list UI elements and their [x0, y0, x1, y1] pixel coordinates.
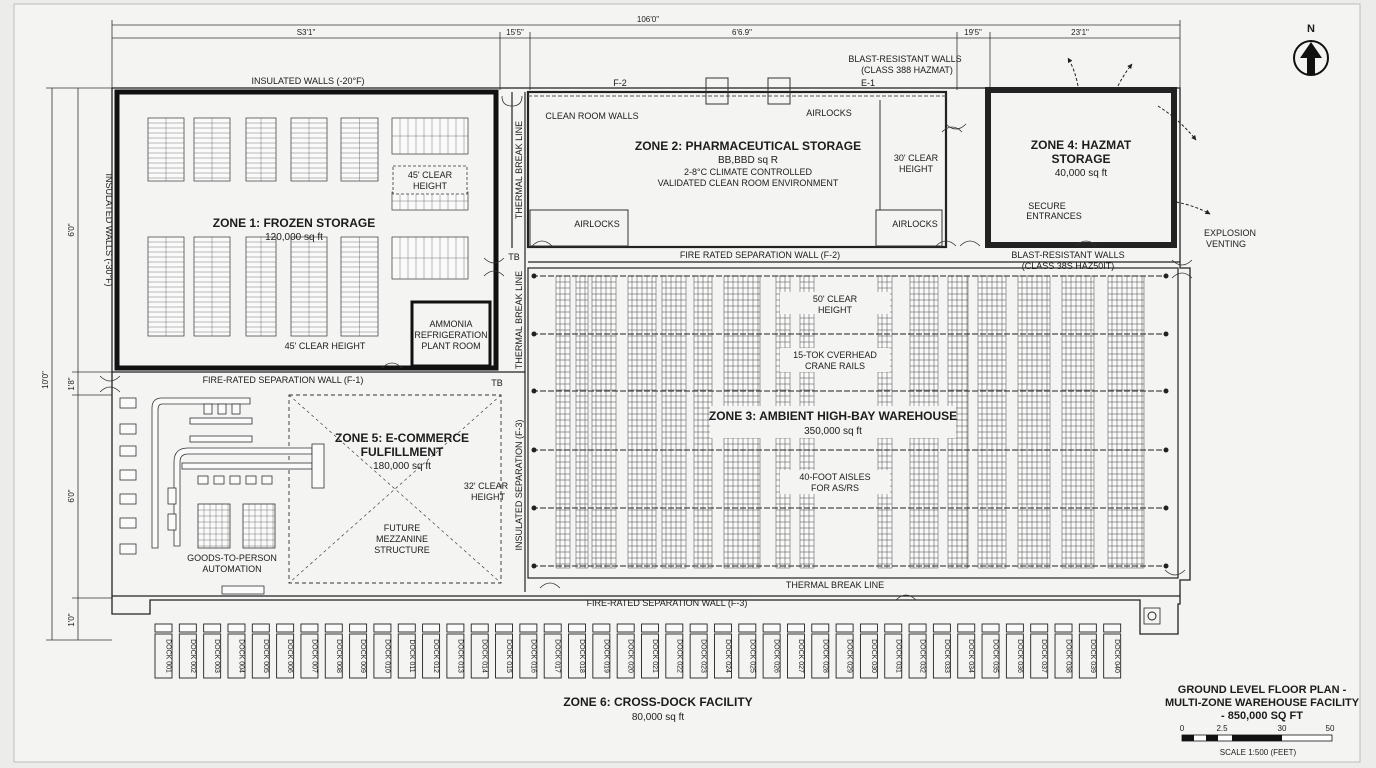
zone3-crane-2: CRANE RAILS: [804, 361, 866, 371]
dock-leveler: [496, 624, 513, 632]
dock-leveler: [836, 624, 853, 632]
rail-end: [1164, 332, 1168, 336]
dock-label: DOCK 013: [456, 639, 464, 673]
dock-leveler: [569, 624, 586, 632]
tb-tag-1: TB: [508, 252, 520, 262]
dock-leveler: [642, 624, 659, 632]
blast-walls-top-1: BLAST-RESISTANT WALLS: [848, 54, 962, 64]
dock-label: DOCK 035: [991, 639, 999, 673]
dock-leveler: [155, 624, 172, 632]
title-line-2: MULTI-ZONE WAREHOUSE FACILITY: [1164, 697, 1360, 709]
dim-overall-width: 106'0": [636, 15, 660, 24]
dock-leveler: [252, 624, 269, 632]
zone5-mezz-1: FUTURE: [383, 523, 421, 533]
zone5-mezz-2: MEZZANINE: [375, 534, 429, 544]
dock-leveler: [398, 624, 415, 632]
dock-label: DOCK 033: [942, 639, 950, 673]
dock-label: DOCK 023: [699, 639, 707, 673]
rack-column: [1108, 276, 1144, 568]
dock-label: DOCK 004: [237, 639, 245, 673]
dock-label: DOCK 022: [675, 639, 683, 673]
dock-leveler: [1104, 624, 1121, 632]
dock-label: DOCK 014: [480, 639, 488, 673]
dock-label: DOCK 017: [553, 639, 561, 673]
zone5-clear-1: 32' CLEAR: [463, 481, 509, 491]
dock-leveler: [593, 624, 610, 632]
dock-label: DOCK 010: [383, 639, 391, 673]
dock-leveler: [885, 624, 902, 632]
dock-leveler: [666, 624, 683, 632]
scale-tick-2: 30: [1277, 724, 1287, 733]
fire-wall-f3-label: FIRE-RATED SEPARATION WALL (F-3): [586, 598, 748, 608]
zone2-area: BB,BBD sq R: [717, 155, 779, 166]
ammonia-3: PLANT ROOM: [421, 341, 481, 351]
dock-label: DOCK 021: [651, 639, 658, 673]
scale-tick-0: 0: [1179, 724, 1185, 733]
dock-leveler: [544, 624, 561, 632]
dock-leveler: [1055, 624, 1072, 632]
insulated-walls-side: INSULATED WALLS (-30°F): [104, 173, 114, 287]
dock-label: DOCK 015: [505, 639, 513, 673]
dim-seg2: 15'5": [506, 28, 524, 37]
rail-end: [1164, 448, 1168, 452]
zone1-clear-2: HEIGHT: [412, 181, 448, 191]
zone2-title: ZONE 2: PHARMACEUTICAL STORAGE: [634, 139, 862, 153]
dock-label: DOCK 020: [626, 639, 634, 673]
dock-label: DOCK 032: [918, 639, 926, 673]
dock-label: DOCK 019: [602, 639, 610, 673]
dock-leveler: [714, 624, 731, 632]
zone4-secure-1: SECURE: [1028, 201, 1066, 211]
dock-leveler: [690, 624, 707, 632]
dock-label: DOCK 024: [723, 639, 731, 673]
zone3-aisle-1: 40-FOOT AISLES: [799, 472, 871, 482]
thermal-break-v2: THERMAL BREAK LINE: [514, 270, 524, 370]
dock-leveler: [812, 624, 829, 632]
fire-wall-f1-label: FIRE-RATED SEPARATION WALL (F-1): [202, 375, 364, 385]
dock-leveler: [471, 624, 488, 632]
dock-label: DOCK 008: [334, 639, 342, 673]
rail-end: [1164, 389, 1168, 393]
zone2-climate: 2-8°C CLIMATE CONTROLLED: [684, 167, 812, 177]
dock-label: DOCK 034: [967, 639, 975, 673]
dock-leveler: [301, 624, 318, 632]
dim-seg1: S3'1": [296, 28, 316, 37]
zone4-area: 40,000 sq ft: [1054, 168, 1108, 179]
dock-leveler: [958, 624, 975, 632]
dock-label: DOCK 031: [894, 639, 902, 673]
zone3-clear-2: HEIGHT: [817, 305, 853, 315]
dim-seg4: 19'5": [964, 28, 982, 37]
dim-left-d: 1'0": [67, 613, 76, 627]
rail-end: [1164, 506, 1168, 510]
airlocks-left-label: AIRLOCKS: [574, 219, 620, 229]
dock-label: DOCK 016: [529, 639, 537, 673]
zone4-title-1: ZONE 4: HAZMAT: [1030, 138, 1132, 152]
zone5-title-1: ZONE 5: E-COMMERCE: [334, 431, 470, 445]
insulated-separation: INSULATED SEPARATION (F-3): [514, 419, 524, 551]
rack-column: [1018, 276, 1050, 568]
ammonia-2: REFRIGERATION: [414, 330, 488, 340]
dim-left-outer: 10'0": [41, 371, 50, 389]
ammonia-1: AMMONIA: [429, 319, 473, 329]
dock-label: DOCK 009: [359, 639, 367, 673]
dock-leveler: [1006, 624, 1023, 632]
thermal-break-bottom: THERMAL BREAK LINE: [785, 580, 885, 590]
dock-leveler: [1079, 624, 1096, 632]
dock-label: DOCK 036: [1015, 639, 1023, 673]
dock-label: DOCK 029: [845, 639, 853, 673]
rack-column: [556, 276, 570, 568]
tb-tag-2: TB: [491, 378, 503, 388]
zone1-title: ZONE 1: FROZEN STORAGE: [212, 216, 376, 230]
dock-label: DOCK 037: [1040, 639, 1048, 673]
blast-walls-bot-1: BLAST-RESISTANT WALLS: [1011, 250, 1125, 260]
dock-label: DOCK 030: [869, 639, 877, 673]
zone3-crane-1: 15-TOK CVERHEAD: [793, 350, 877, 360]
title-line-1: GROUND LEVEL FLOOR PLAN -: [1177, 684, 1347, 696]
dock-leveler: [325, 624, 342, 632]
dock-label: DOCK 011: [407, 639, 415, 673]
airlocks-top-label: AIRLOCKS: [806, 108, 852, 118]
zone5-clear-2: HEIGHT: [470, 492, 506, 502]
dock-leveler: [277, 624, 294, 632]
zone2-clear-2: HEIGHT: [898, 164, 934, 174]
zone5-gtp-1: GOODS-TO-PERSON: [187, 553, 277, 563]
dock-leveler: [1031, 624, 1048, 632]
rail-end: [532, 564, 536, 568]
zone2-f2-tag: F-2: [613, 78, 627, 88]
dim-seg3: 6'6.9": [732, 28, 752, 37]
dock-leveler: [179, 624, 196, 632]
explosion-venting-1: EXPLOSION: [1203, 228, 1257, 238]
dock-label: DOCK 007: [310, 639, 318, 673]
zone6-title: ZONE 6: CROSS-DOCK FACILITY: [563, 695, 753, 709]
fire-wall-f2-label: FIRE RATED SEPARATION WALL (F-2): [679, 250, 841, 260]
dock-leveler: [617, 624, 634, 632]
dock-label: DOCK 028: [821, 639, 829, 673]
dock-leveler: [520, 624, 537, 632]
rail-end: [532, 448, 536, 452]
title-line-3: - 850,000 SQ FT: [1221, 710, 1303, 722]
zone2-clear-1: 30' CLEAR: [893, 153, 939, 163]
dim-left-c: 6'0": [67, 489, 76, 503]
dock-label: DOCK 038: [1064, 639, 1072, 673]
dock-leveler: [739, 624, 756, 632]
explosion-venting-2: VENTING: [1205, 239, 1247, 249]
dock-leveler: [982, 624, 999, 632]
dock-label: DOCK 005: [261, 639, 269, 673]
dock-leveler: [909, 624, 926, 632]
dock-label: DOCK 003: [213, 639, 221, 673]
zone5-area: 180,000 sq ft: [373, 461, 431, 472]
rack-column: [592, 276, 616, 568]
rack-column: [662, 276, 686, 568]
rack-column: [1062, 276, 1094, 568]
dock-leveler: [228, 624, 245, 632]
dock-leveler: [350, 624, 367, 632]
zone4-secure-2: ENTRANCES: [1026, 211, 1082, 221]
dock-label: DOCK 025: [748, 639, 756, 673]
dock-label: DOCK 039: [1088, 639, 1096, 673]
dock-leveler: [787, 624, 804, 632]
scale-tick-3: 50: [1325, 724, 1335, 733]
dock-label: DOCK 001: [164, 639, 172, 673]
zone1-clear-1: 45' CLEAR: [407, 170, 453, 180]
clean-room-walls-label: CLEAN ROOM WALLS: [545, 111, 639, 121]
rail-end: [532, 332, 536, 336]
thermal-break-v1: THERMAL BREAK LINE: [514, 120, 524, 220]
zone3-title: ZONE 3: AMBIENT HIGH-BAY WAREHOUSE: [708, 409, 958, 423]
dock-label: DOCK 018: [578, 639, 586, 673]
blast-walls-top-2: (CLASS 388 HAZMAT): [861, 65, 953, 75]
rail-end: [532, 506, 536, 510]
dock-leveler: [423, 624, 440, 632]
zone1-clear-bottom: 45' CLEAR HEIGHT: [284, 341, 366, 351]
zone5-gtp-2: AUTOMATION: [202, 564, 262, 574]
insulated-walls-top: INSULATED WALLS (-20°F): [251, 76, 365, 86]
zone2-e1-tag: E-1: [860, 78, 876, 88]
scale-tick-1: 2.5: [1216, 724, 1228, 733]
zone6-area: 80,000 sq ft: [631, 712, 685, 723]
scale-label: SCALE 1:500 (FEET): [1219, 748, 1297, 757]
rack-column: [576, 276, 588, 568]
dock-label: DOCK 002: [188, 639, 196, 673]
dock-label: DOCK 040: [1113, 639, 1121, 673]
dim-left-a: 6'0": [67, 223, 76, 237]
zone3-aisle-2: FOR AS/RS: [810, 483, 860, 493]
zone3-clear-1: 50' CLEAR: [812, 294, 858, 304]
zone2-cleanroom: VALIDATED CLEAN ROOM ENVIRONMENT: [657, 178, 839, 188]
dock-leveler: [763, 624, 780, 632]
blast-walls-bot-2: (CLASS 38S HAZ50IT): [1021, 261, 1115, 271]
zone1-area: 120,000 sq ft: [265, 232, 323, 243]
zone4-title-2: STORAGE: [1051, 152, 1111, 166]
dim-seg5: 23'1": [1071, 28, 1089, 37]
scale-bar: [1182, 735, 1332, 741]
airlocks-right-label: AIRLOCKS: [892, 219, 938, 229]
dock-label: DOCK 006: [286, 639, 294, 673]
dock-leveler: [204, 624, 221, 632]
north-label: N: [1307, 23, 1315, 35]
dock-label: DOCK 027: [796, 639, 804, 673]
zone3-area: 350,000 sq ft: [804, 426, 862, 437]
dock-leveler: [447, 624, 464, 632]
dock-leveler: [374, 624, 391, 632]
rail-end: [1164, 274, 1168, 278]
zone5-mezz-3: STRUCTURE: [374, 545, 430, 555]
dock-leveler: [860, 624, 877, 632]
dock-leveler: [933, 624, 950, 632]
dock-label: DOCK 026: [772, 639, 780, 673]
dock-label: DOCK 012: [432, 639, 440, 673]
dim-left-b: 1'8": [67, 377, 76, 391]
zone5-title-2: FULFILLMENT: [360, 445, 444, 459]
rail-end: [532, 274, 536, 278]
rail-end: [532, 389, 536, 393]
rail-end: [1164, 564, 1168, 568]
